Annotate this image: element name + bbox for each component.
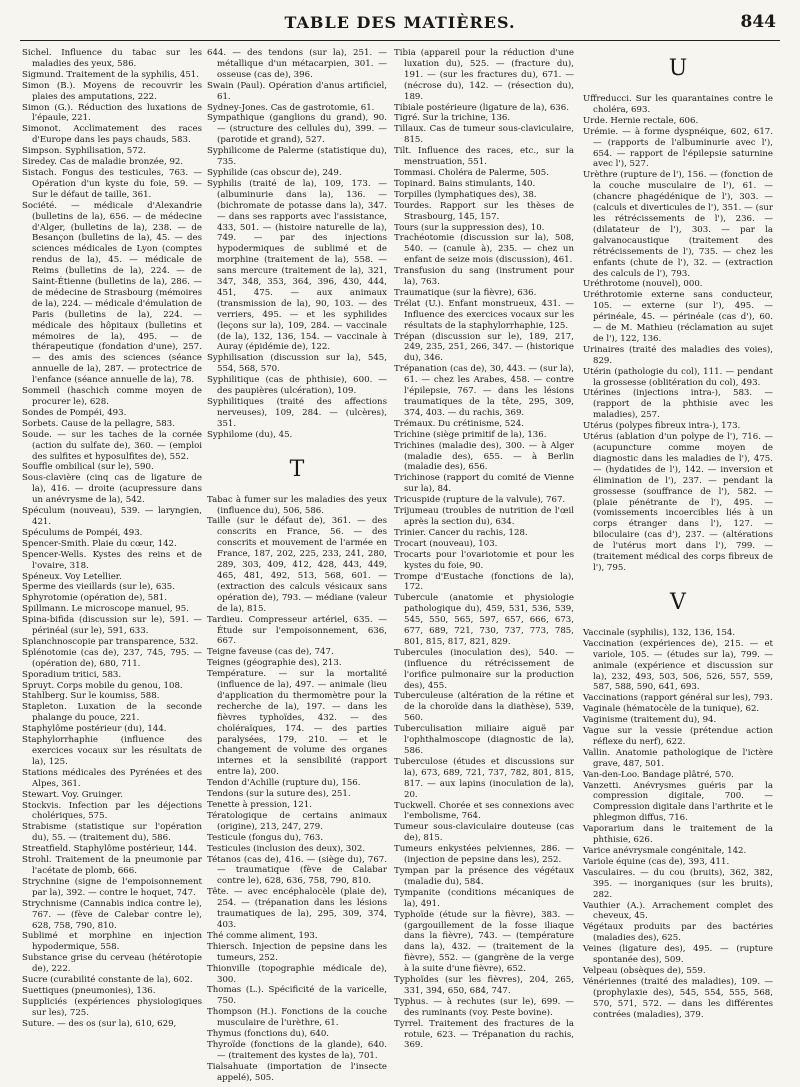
index-entry: Vaginale (hématocèle de la tunique), 62.: [583, 704, 760, 715]
index-entry: Trinier. Cancer du rachis, 128.: [394, 527, 528, 538]
index-entry: Tuberculose (études et discussions sur la), 673, 689, 721, 737, 782, 801, 815, 817. — aux lapins (inoculation de la), 20.: [394, 756, 574, 800]
index-entry: Syphilisation (discussion sur la), 545, 554, 568, 570.: [207, 353, 387, 375]
index-entry: 644. — des tendons (sur la), 251. — métallique d'un métacarpien, 301. — osseuse (cas de), 396.: [207, 48, 387, 80]
index-entry: Tétanos (cas de), 416. — (siège du), 767. — traumatique (fève de Calabar contre le), 628, 636, 758, 790, 810.: [207, 854, 387, 887]
index-entry: Végétaux produits par des bactéries (maladies des), 625.: [583, 922, 773, 944]
index-entry: Topinard. Bains stimulants, 140.: [394, 178, 536, 189]
index-entry: Urémie. — à forme dyspnéique, 602, 617. — (rapports de l'albuminurie avec l'), 654. — rapport de l'épilepsie saturnine avec l'), 527.: [583, 126, 773, 170]
index-entry: Sorbets. Cause de la pellagre, 583.: [22, 418, 175, 429]
index-entry: Tabac à fumer sur les maladies des yeux (influence du), 506, 586.: [207, 494, 387, 516]
index-column-2: [207, 48, 387, 1083]
index-entry: Trémaux. Du crétinisme, 524.: [394, 418, 524, 429]
index-entry: Utérus (ablation d'un polype de l'), 716. — (acupuncture comme moyen de diagnostic dans les maladies de l'), 475. — (hydatides de l'), 142. — inversion et élimination de l'), 237. — pendant la grossesse (souffrance de l'), 582. — (plaie pénétrante de l'), 495. — (vomissements incoercibles liés à un corps étranger dans l'), 127. — biloculaire (cas d'), 237. — (altérations de l'utérus mort dans l'), 799. — (traitement médical des corps fibreux de l'), 795.: [583, 432, 773, 573]
index-entry: Vanzetti. Anévrysmes guéris par la compression digitale, 700. — Compression digitale dans l'arthrite et le phlegmon diffus, 716.: [583, 780, 773, 824]
index-entry: Typhoïdes (sur les fièvres), 204, 265, 331, 394, 650, 684, 747.: [394, 975, 574, 996]
index-entry: Vaccinale (syphilis), 132, 136, 154.: [583, 627, 736, 638]
index-entry: Stations médicales des Pyrénées et des Alpes, 361.: [22, 767, 202, 789]
index-entry: Trichine (siège primitif de la), 136.: [394, 429, 547, 440]
index-entry: Spruyt. Corps mobile du genou, 108.: [22, 680, 183, 691]
index-entry: Veines (ligature des), 495. — (rupture spontanée des), 509.: [583, 944, 773, 966]
index-entry: Simonot. Acclimatement des races d'Europe dans les pays chauds, 583.: [22, 124, 202, 146]
index-entry: Spéneux. Voy Letellier.: [22, 571, 122, 582]
index-entry: Tuckwell. Chorée et ses connexions avec l'embolisme, 764.: [394, 800, 574, 822]
index-entry: Typhus. — à rechutes (sur le), 699. — des ruminants (voy. Peste bovine).: [394, 996, 574, 1018]
index-entry: Siredey. Cas de maladie bronzée, 92.: [22, 157, 184, 168]
index-entry: Tibia (appareil pour la réduction d'une luxation du), 525. — (fracture du), 191. — (sur les fractures du), 671. — (nécrose du), 142. — (résection du), 189.: [394, 48, 574, 102]
index-entry: Sperme des vieillards (sur le), 635.: [22, 582, 176, 593]
index-entry: Température. — sur la mortalité (influence de la), 497. — animale (lieu d'application du thermomètre pour la recherche de la), 197. — dans les fièvres typhoïdes, 432. — des choléraïques, 174. — des parties paralysées, 179, 210. — et le changement de volume des organes internes et la sensibilité (rapport entre la), 200.: [207, 669, 387, 778]
index-entry: Stahlberg. Sur le koumiss, 588.: [22, 691, 160, 702]
index-entry: Vaccinations (rapport général sur les), 793.: [583, 693, 773, 704]
index-entry: Traumatique (sur la fièvre), 636.: [394, 287, 537, 298]
index-column-3: [394, 48, 574, 1076]
index-entry: Tibiale postérieure (ligature de la), 636.: [394, 102, 569, 113]
index-entry: Trocart (nouveau), 103.: [394, 538, 498, 549]
index-entry: Tuberculisation miliaire aiguë par l'ophthalmoscope (diagnostic de la), 586.: [394, 724, 574, 756]
index-entry: Tympanite (conditions mécaniques de la), 491.: [394, 887, 574, 909]
index-entry: Trijumeau (troubles de nutrition de l'œil après la section du), 634.: [394, 506, 574, 527]
index-entry: Staphylorrhaphie (influence des exercices vocaux sur les résultats de la), 125.: [22, 735, 202, 767]
index-entry: Swain (Paul). Opération d'anus artificiel, 61.: [207, 80, 387, 102]
index-entry: Sphyrotomie (opération de), 581.: [22, 593, 167, 604]
index-entry: Tialsahuate (importation de l'insecte appelé), 505.: [207, 1061, 387, 1083]
index-entry: Suture. — des os (sur la), 610, 629,: [22, 1018, 177, 1029]
index-entry: Trichines (maladie des), 300. — à Alger (maladie des), 655. — à Berlin (maladie des), 656.: [394, 440, 574, 473]
index-entry: Trocarts pour l'ovariotomie et pour les kystes du foie, 90.: [394, 549, 574, 571]
index-entry: Tours (sur la suppression des), 10.: [394, 222, 545, 233]
index-entry: Thymus (fonctions du), 640.: [207, 1029, 330, 1040]
index-entry: Tourdes. Rapport sur les thèses de Strasbourg, 145, 157.: [394, 200, 574, 222]
index-entry: Trichinose (rapport du comité de Vienne sur la), 84.: [394, 473, 574, 495]
section-letter: V: [670, 589, 686, 615]
index-entry: Syphilis (traité de la), 109, 173. — (albuminurie dans la), 136. — (bichromate de potasse dans la), 347. — dans ses rapports avec l'assistance, 433, 501. — (histoire naturelle de la), 749. — par des injections hypodermiques de sublimé et de morphine (traitement de la), 558. — sans mercure (traitement de la), 321, 347, 348, 353, 364, 396, 430, 444, 451, 475. — aux animaux (transmission de la), 90, 103. — des verriers, 495. — et les syphilides (leçons sur la), 109, 284. — vaccinale (de la), 132, 136, 154. — vaccinale à Auray (épidémie de), 122.: [207, 178, 387, 353]
index-entry: Sigmund. Traitement de la syphilis, 451.: [22, 69, 200, 80]
index-entry: Sistach. Fongus des testicules, 763. — Opération d'un kyste du foie, 59. — Sur le défaut de taille, 361.: [22, 167, 202, 200]
index-entry: Syphilitique (cas de phthisie), 600. — des paupières (ulcération), 109.: [207, 375, 387, 397]
index-entry: Transfusion du sang (instrument pour la), 763.: [394, 266, 574, 288]
index-entry: Splénotomie (cas de), 237, 745, 795. — (opération de), 680, 711.: [22, 647, 202, 669]
index-entry: Thiersch. Injection de pepsine dans les tumeurs, 252.: [207, 941, 387, 963]
index-entry: Spina-bifida (discussion sur le), 591. — périnéal (sur le), 591, 633.: [22, 615, 202, 637]
index-entry: Vaporarium dans le traitement de la phthisie, 626.: [583, 824, 773, 846]
index-entry: Spéculum (nouveau), 539. — laryngien, 421.: [22, 506, 202, 527]
index-entry: Thyroïde (fonctions de la glande), 640. — (traitement des kystes de la), 701.: [207, 1039, 387, 1061]
index-entry: Vauthier (A.). Arrachement complet des cheveux, 45.: [583, 900, 773, 922]
index-entry: Tubercule (anatomie et physiologie pathologique du), 459, 531, 536, 539, 545, 550, 565, 597, 657, 666, 673, 677, 689, 721, 730, 737, 773, 785, 801, 815, 817, 821, 829.: [394, 593, 574, 647]
index-entry: Vasculaires. — du cou (bruits), 362, 382, 395. — inorganiques (sur les bruits), 282.: [583, 867, 773, 900]
page-header: [0, 0, 800, 36]
index-entry: Urinaires (traité des maladies des voies), 829.: [583, 344, 773, 366]
index-entry: Trépanation (cas de), 30, 443. — (sur la), 61. — chez les Arabes, 458. — contre l'épilepsie, 767. — dans les lésions traumatiques de la tête, 295, 309, 374, 403. — du rachis, 369.: [394, 364, 574, 418]
index-entry: Tumeur sous-claviculaire douteuse (cas de), 815.: [394, 822, 574, 844]
index-entry: Teignes (géographie des), 213.: [207, 658, 342, 669]
index-entry: Staphylôme postérieur (du), 144.: [22, 724, 167, 735]
index-entry: Tricuspide (rupture de la valvule), 767.: [394, 495, 566, 506]
index-entry: Van-den-Loo. Bandage plâtré, 570.: [583, 769, 734, 780]
index-entry: Suppliciés (expériences physiologiques sur les), 725.: [22, 996, 202, 1018]
index-entry: Soude. — sur les taches de la cornée (action du sulfate de), 360. — (emploi des sulfites et hyposulfites de), 552.: [22, 429, 202, 462]
index-entry: Testicule (fongus du), 763.: [207, 832, 324, 843]
index-entry: Uffreducci. Sur les quarantaines contre le choléra, 693.: [583, 94, 773, 115]
index-entry: Sympathique (ganglions du grand), 90. — (structure des cellules du), 399. — (parotide et grand), 527.: [207, 113, 387, 146]
index-entry: Tuberculeuse (altération de la rétine et de la choroïde dans la diathèse), 539, 560.: [394, 691, 574, 724]
index-entry: Tyrrel. Traitement des fractures de la rotule, 623. — Trépanation du rachis, 369.: [394, 1018, 574, 1051]
index-entry: Vaginisme (traitement du), 94.: [583, 715, 717, 726]
index-entry: Tympan par la présence des végétaux (maladie du), 584.: [394, 865, 574, 887]
page-title: TABLE DES MATIÈRES.: [284, 13, 516, 32]
index-entry: Tigré. Sur la trichine, 136.: [394, 113, 511, 124]
index-entry: Vaccination (expériences de), 215. — et variole, 105. — (études sur la), 799. — animale (expérience et discussion sur la), 232, 493, 503, 506, 526, 557, 559, 587, 588, 590, 641, 693.: [583, 638, 773, 693]
index-entry: Substance grise du cerveau (hétérotopie de), 222.: [22, 953, 202, 975]
index-entry: Thé comme aliment, 193.: [207, 930, 318, 941]
index-entry: Teigne faveuse (cas de), 747.: [207, 647, 334, 658]
index-entry: Stewart. Voy. Gruinger.: [22, 789, 123, 800]
index-entry: Tenette à pression, 121.: [207, 800, 312, 810]
index-entry: Tête. — avec encéphalocèle (plaie de), 254. — (trépanation dans les lésions traumatiques de la), 295, 309, 374, 403.: [207, 887, 387, 930]
index-entry: Tendon d'Achille (rupture du), 156.: [207, 778, 361, 789]
index-entry: Vallin. Anatomie pathologique de l'ictère grave, 487, 501.: [583, 747, 773, 769]
index-entry: Simon (B.). Moyens de recouvrir les plaies des amputations, 222.: [22, 80, 202, 102]
index-entry: Trépan (discussion sur le), 189, 217, 249, 235, 251, 266, 347. — (historique du), 346.: [394, 331, 574, 364]
section-letter: U: [668, 56, 688, 81]
index-entry: Syphilome (du), 45.: [207, 429, 293, 440]
index-entry: Sydney-Jones. Cas de gastrotomie, 61.: [207, 102, 375, 113]
index-entry: Tubercules (inoculation des), 540. — (influence du rétrécissement de l'orifice pulmonaire sur la production des), 455.: [394, 647, 574, 691]
index-entry: Sublimé et morphine en injection hypodermique, 558.: [22, 931, 202, 953]
index-entry: Spencer-Smith. Plaie du cœur, 142.: [22, 538, 177, 549]
index-entry: Sichel. Influence du tabac sur les maladies des yeux, 586.: [22, 48, 202, 69]
index-entry: Urde. Hernie rectale, 606.: [583, 115, 699, 126]
index-entry: Splanchnoscopie par transparence, 532.: [22, 636, 199, 647]
index-entry: Tendons (sur la suture des), 251.: [207, 789, 351, 800]
index-entry: Tératologique de certains animaux (origine), 213, 247, 279.: [207, 810, 387, 832]
index-entry: Strychnisme (Cannabis indica contre le), 767. — (fève de Calebar contre le), 628, 758, 790, 810.: [22, 898, 202, 931]
index-entry: Vague sur la vessie (prétendue action réflexe du nerf), 622.: [583, 726, 773, 747]
index-entry: Sucre (curabilité constante de la), 602.: [22, 975, 193, 986]
index-entry: Sporadium tritici, 583.: [22, 669, 122, 680]
index-entry: Varice anévrysmale congénitale, 142.: [583, 846, 747, 856]
index-entry: Syphilicome de Palerme (statistique du), 735.: [207, 146, 387, 168]
index-entry: Trachéotomie (discussion sur la), 508, 540. — (canule à), 235. — chez un enfant de seize mois (discussion), 461.: [394, 233, 574, 266]
index-entry: Sommeil (haschich comme moyen de procurer le), 628.: [22, 386, 202, 407]
header-rule: [20, 40, 780, 41]
index-entry: Simpson. Syphilisation, 572.: [22, 146, 146, 157]
index-entry: Utérin (pathologie du col), 111. — pendant la grossesse (oblitération du col), 493.: [583, 366, 773, 388]
index-column-1: [22, 48, 202, 1076]
index-entry: Typhoïde (étude sur la fièvre), 383. — (gargouillement de la fosse iliaque dans la fièvre), 743. — (température dans la), 432. — (traitement de la fièvre), 552. — (gangrène de la verge à la suite d'une fièvre), 652.: [394, 909, 574, 975]
index-entry: Utérines (injections intra-), 583. — (rapport de la phthisie avec les maladies), 257.: [583, 388, 773, 421]
index-entry: Suettiques (pneumonies), 136.: [22, 985, 156, 996]
index-entry: Simon (G.). Réduction des luxations de l'épaule, 221.: [22, 102, 202, 124]
index-entry: Stapleton. Luxation de la seconde phalange du pouce, 221.: [22, 702, 202, 724]
index-entry: Utérus (polypes fibreux intra-), 173.: [583, 421, 741, 432]
index-entry: Tumeurs enkystées pelviennes, 286. — (injection de pepsine dans les), 252.: [394, 844, 574, 866]
index-entry: Souffle ombilical (sur le), 590.: [22, 462, 154, 473]
index-entry: Strabisme (statistique sur l'opération du), 55. — (traitement du), 586.: [22, 822, 202, 844]
index-entry: Thomas (L.). Spécificité de la varicelle, 750.: [207, 985, 387, 1007]
index-entry: Tillaux. Cas de tumeur sous-claviculaire, 815.: [394, 124, 574, 146]
index-entry: Stockvis. Infection par les déjections cholériques, 575.: [22, 800, 202, 822]
index-entry: Strychnine (signe de l'empoisonnement par la), 392. — contre le hoquet, 747.: [22, 876, 202, 898]
index-entry: Tommasi. Choléra de Palerme, 505.: [394, 167, 549, 178]
index-entry: Vénériennes (traité des maladies), 109. — (prophylaxie des), 545, 554, 555, 568, 570, 571, 572. — dans les différentes contrées (maladies), 379.: [583, 976, 773, 1020]
index-entry: Spéculums de Pompéi, 493.: [22, 527, 143, 538]
index-entry: Strohl. Traitement de la pneumonie par l'acétate de plomb, 666.: [22, 855, 202, 876]
index-entry: Spencer-Wells. Kystes des reins et de l'ovaire, 318.: [22, 549, 202, 571]
index-entry: Thionville (topographie médicale de), 300.: [207, 963, 387, 985]
index-entry: Syphilitiques (traité des affections nerveuses), 109, 284. — (ulcères), 351.: [207, 397, 387, 429]
index-entry: Velpeau (obsèques de), 559.: [583, 965, 706, 976]
section-letter: T: [289, 456, 305, 482]
index-entry: Tilt. Influence des races, etc., sur la menstruation, 551.: [394, 146, 574, 168]
index-entry: Trompe d'Eustache (fonctions de la), 172.: [394, 571, 574, 593]
index-entry: Spillmann. Le microscope manuel, 95.: [22, 604, 189, 615]
index-entry: Streatfield. Staphylôme postérieur, 144.: [22, 844, 197, 855]
index-entry: Urèthre (rupture de l'), 156. — (fonction de la couche musculaire de l'), 61. — (chancre phagédénique de l'), 303. — (calculs et diverticules de l'), 351. — (sur les rétrécissements de l'), 236. — (dilatateur de l'), 303. — par la galvanocaustique (traitement des rétrécissements de l'), 735. — chez les enfants (chute de l'), 32. — (extraction des calculs de l'), 793.: [583, 170, 773, 279]
index-entry: Thompson (H.). Fonctions de la couche musculaire de l'urèthre, 61.: [207, 1007, 387, 1029]
index-entry: Variole équine (cas de), 393, 411.: [583, 856, 730, 867]
index-entry: Taille (sur le défaut de), 361. — des conscrits en France, 56. — des conscrits et mouvement de l'armée en France, 187, 202, 225, 233, 241, 280, 289, 303, 409, 412, 428, 443, 449, 465, 481, 492, 513, 568, 601. — (extraction des calculs vésicaux sans opération de), 793. — médiane (valeur de la), 815.: [207, 516, 387, 614]
index-entry: Torpilles (lymphatiques des), 38.: [394, 189, 537, 200]
index-entry: Tardieu. Compresseur artériel, 635. — Étude sur l'empoisonnement, 636, 667.: [207, 614, 387, 647]
index-entry: Uréthrotomie externe sans conducteur, 105. — externe (sur l'), 495. — périnéale, 45. — périnéale (cas d'), 60. — de M. Mathieu (réclamation au sujet de l'), 122, 136.: [583, 290, 773, 344]
index-entry: Trélat (U.). Enfant monstrueux, 431. — Influence des exercices vocaux sur les résultats de la staphylorrhaphie, 125.: [394, 298, 574, 331]
index-entry: Sous-clavière (cinq cas de ligature de la), 416. — droite (acupressure dans un anévrysme de la), 542.: [22, 473, 202, 506]
index-entry: Syphilide (cas obscur de), 249.: [207, 167, 342, 178]
index-entry: Testicules (inclusion des deux), 302.: [207, 843, 366, 854]
page-number: 844: [740, 12, 776, 32]
index-column-4: [583, 48, 773, 1076]
index-entry: Société. — médicale d'Alexandrie (bulletins de la), 656. — de médecine d'Alger, (bulletins de la), 238. — de Besançon (bulletins de la), 45. — des sciences médicales de Lyon (comptes rendus de la), 45. — médicale de Reims (bulletins de la), 224. — de Saint-Étienne (bulletins de la), 286. — de médecine de Strasbourg (mémoires de la), 224. — médicale d'émulation de Paris (bulletins de la), 224. — médicale des hôpitaux (bulletins et mémoires de la), 495. — de thérapeutique (fondation d'une), 257. — des amis des sciences (séance annuelle de la), 287. — protectrice de l'enfance (séance annuelle de la), 78.: [22, 200, 202, 386]
index-entry: Sondes de Pompéi, 493.: [22, 407, 127, 418]
index-entry: Uréthrotome (nouvel), 000.: [583, 279, 703, 290]
